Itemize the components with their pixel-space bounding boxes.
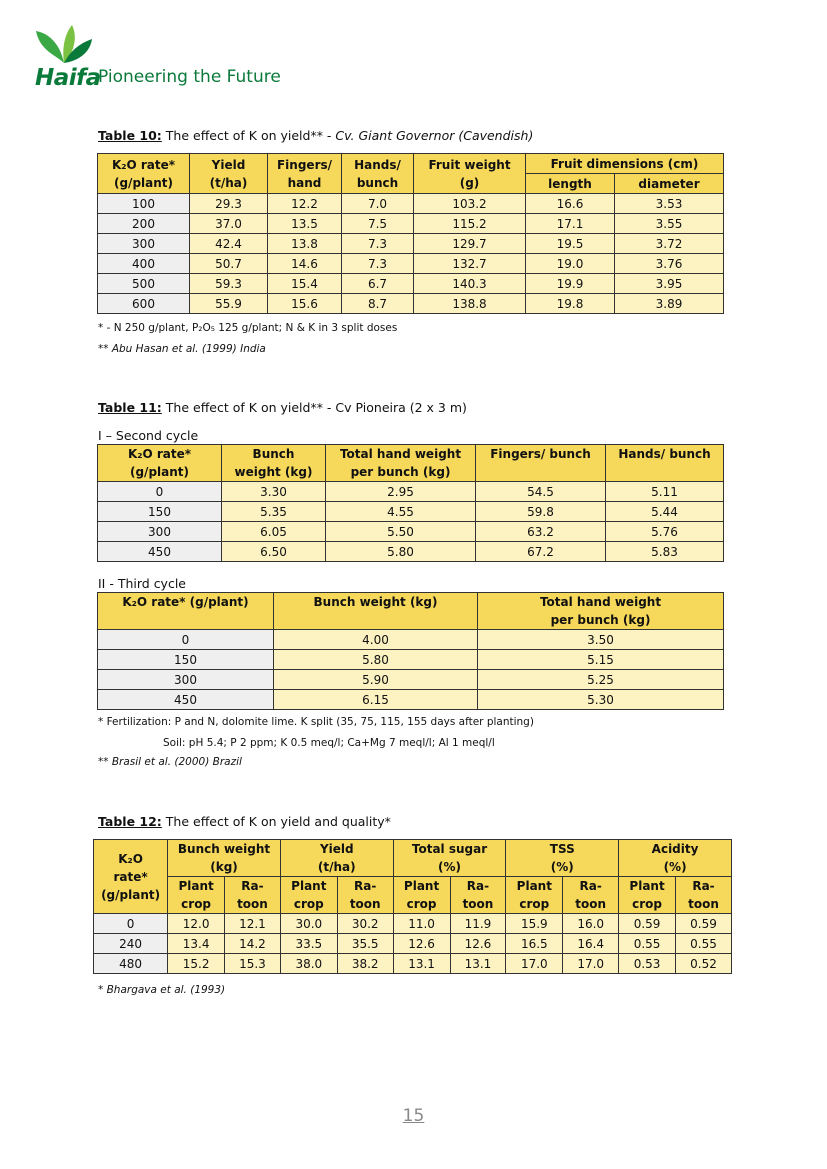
table-cell: 19.8 [526, 294, 615, 314]
t12-head-bunch: Bunch weight (kg) [168, 840, 281, 877]
table-cell: 17.0 [563, 954, 619, 974]
table-cell: 400 [98, 254, 190, 274]
table-row [98, 294, 724, 314]
table-cell: 6.05 [222, 522, 326, 542]
table-cell: 7.5 [342, 214, 414, 234]
t10-head-fruit-dim: Fruit dimensions (cm) [526, 154, 724, 174]
t10-body [98, 194, 724, 314]
table-cell: 3.50 [478, 630, 724, 650]
table-cell: 5.44 [606, 502, 724, 522]
t11b-body [98, 630, 724, 710]
table-cell: 150 [98, 650, 274, 670]
table-cell: 2.95 [326, 482, 476, 502]
t12-head-ratoon: Ra- toon [563, 877, 619, 914]
table-cell: 480 [94, 954, 168, 974]
t11a-body [98, 482, 724, 562]
haifa-logo [34, 25, 284, 95]
table-cell: 13.1 [393, 954, 450, 974]
t12-head [94, 840, 732, 914]
t11b-head-k2o: K₂O rate* (g/plant) [98, 593, 274, 630]
table-cell: 7.3 [342, 234, 414, 254]
table-cell: 0 [98, 630, 274, 650]
table-cell: 15.4 [268, 274, 342, 294]
table12-title: The effect of K on yield and quality* [161, 814, 391, 829]
table-cell: 0 [98, 482, 222, 502]
t11b-head-bunch: Bunch weight (kg) [274, 593, 478, 630]
table-row [98, 214, 724, 234]
table-cell: 15.3 [225, 954, 281, 974]
table-cell: 3.53 [615, 194, 724, 214]
brand-tagline: Pioneering the Future [98, 67, 281, 87]
table-cell: 38.0 [280, 954, 337, 974]
table-cell: 17.1 [526, 214, 615, 234]
table-cell: 3.76 [615, 254, 724, 274]
table-cell: 12.1 [225, 914, 281, 934]
t10-head-hands: Hands/ bunch [342, 154, 414, 194]
table-cell: 240 [94, 934, 168, 954]
table-cell: 17.0 [506, 954, 563, 974]
table-row [98, 542, 724, 562]
table-cell: 6.50 [222, 542, 326, 562]
t10-head-fruit-weight: Fruit weight (g) [414, 154, 526, 194]
t11b-head-total-hand: Total hand weight per bunch (kg) [478, 593, 724, 630]
table-cell: 5.35 [222, 502, 326, 522]
table-cell: 30.2 [337, 914, 393, 934]
leaves-icon [34, 25, 94, 65]
table-cell: 7.0 [342, 194, 414, 214]
table-cell: 15.9 [506, 914, 563, 934]
table-row [98, 630, 724, 650]
table10-caption [98, 128, 533, 143]
table-cell: 140.3 [414, 274, 526, 294]
table11-title: The effect of K on yield** - Cv Pioneira (2 x 3 m) [161, 400, 467, 415]
table-cell: 16.0 [563, 914, 619, 934]
table-cell: 13.5 [268, 214, 342, 234]
table-cell: 11.9 [450, 914, 506, 934]
table-cell: 7.3 [342, 254, 414, 274]
table-cell: 63.2 [476, 522, 606, 542]
table-cell: 129.7 [414, 234, 526, 254]
t11-cycle2-title: II - Third cycle [98, 576, 186, 591]
t10-head-k2o: K₂O rate* (g/plant) [98, 154, 190, 194]
table-row [98, 274, 724, 294]
table-cell: 55.9 [190, 294, 268, 314]
table-cell: 5.90 [274, 670, 478, 690]
table-cell: 13.8 [268, 234, 342, 254]
table-cell: 4.55 [326, 502, 476, 522]
table-cell: 15.2 [168, 954, 225, 974]
t10-note2: ** Abu Hasan et al. (1999) India [98, 343, 266, 355]
table-cell: 132.7 [414, 254, 526, 274]
table11-label: Table 11: [98, 400, 162, 415]
table-cell: 0.55 [619, 934, 676, 954]
t12-head-plant-crop: Plant crop [506, 877, 563, 914]
table12-caption [98, 814, 391, 829]
table-cell: 3.55 [615, 214, 724, 234]
table-cell: 12.6 [450, 934, 506, 954]
table-row [98, 670, 724, 690]
t10-head-yield: Yield (t/ha) [190, 154, 268, 194]
table-cell: 5.50 [326, 522, 476, 542]
table-cell: 15.6 [268, 294, 342, 314]
table-cell: 33.5 [280, 934, 337, 954]
t12-head-plant-crop: Plant crop [280, 877, 337, 914]
table-cell: 59.8 [476, 502, 606, 522]
table-cell: 300 [98, 234, 190, 254]
table-cell: 5.30 [478, 690, 724, 710]
brand-name: Haifa [35, 65, 101, 91]
table-row [98, 522, 724, 542]
t12-body [94, 914, 732, 974]
table-cell: 0.52 [676, 954, 732, 974]
table-cell: 59.3 [190, 274, 268, 294]
table-cell: 5.76 [606, 522, 724, 542]
table-cell: 100 [98, 194, 190, 214]
table-cell: 8.7 [342, 294, 414, 314]
table-cell: 450 [98, 542, 222, 562]
t10-head-diameter: diameter [615, 174, 724, 194]
table-cell: 54.5 [476, 482, 606, 502]
table-cell: 3.89 [615, 294, 724, 314]
table-row [94, 914, 732, 934]
table-cell: 37.0 [190, 214, 268, 234]
table-cell: 5.11 [606, 482, 724, 502]
table-row [98, 502, 724, 522]
table-cell: 150 [98, 502, 222, 522]
t12-head-ratoon: Ra- toon [676, 877, 732, 914]
table-cell: 12.0 [168, 914, 225, 934]
table-cell: 19.0 [526, 254, 615, 274]
t11-note3: ** Brasil et al. (2000) Brazil [98, 756, 242, 768]
table-cell: 6.7 [342, 274, 414, 294]
table-cell: 300 [98, 670, 274, 690]
table12-label: Table 12: [98, 814, 162, 829]
table-cell: 3.72 [615, 234, 724, 254]
t11a-head-bunch: Bunch weight (kg) [222, 445, 326, 482]
table-cell: 0.59 [619, 914, 676, 934]
table-cell: 103.2 [414, 194, 526, 214]
table-cell: 13.1 [450, 954, 506, 974]
t11-cycle1-title: I – Second cycle [98, 428, 199, 443]
table-row [94, 954, 732, 974]
t10-note1: * - N 250 g/plant, P₂O₅ 125 g/plant; N & K in 3 split doses [98, 322, 398, 334]
table11-cycle2 [97, 592, 724, 710]
table-row [98, 690, 724, 710]
table-cell: 5.83 [606, 542, 724, 562]
table-cell: 16.5 [506, 934, 563, 954]
table-cell: 67.2 [476, 542, 606, 562]
table-cell: 16.4 [563, 934, 619, 954]
t11a-head-total-hand: Total hand weight per bunch (kg) [326, 445, 476, 482]
table-cell: 12.2 [268, 194, 342, 214]
t12-head-plant-crop: Plant crop [619, 877, 676, 914]
t11a-head-k2o: K₂O rate* (g/plant) [98, 445, 222, 482]
t12-head-ratoon: Ra- toon [337, 877, 393, 914]
table-cell: 19.5 [526, 234, 615, 254]
table-cell: 35.5 [337, 934, 393, 954]
table-cell: 0.59 [676, 914, 732, 934]
table-row [94, 934, 732, 954]
table-cell: 450 [98, 690, 274, 710]
table-cell: 5.80 [326, 542, 476, 562]
t12-note: * Bhargava et al. (1993) [98, 984, 226, 996]
table-cell: 3.95 [615, 274, 724, 294]
table-cell: 600 [98, 294, 190, 314]
t11a-head-fingers: Fingers/ bunch [476, 445, 606, 482]
table-row [98, 234, 724, 254]
table-cell: 16.6 [526, 194, 615, 214]
table-cell: 50.7 [190, 254, 268, 274]
t10-head-fingers: Fingers/ hand [268, 154, 342, 194]
table10-label: Table 10: [98, 128, 162, 143]
table-cell: 30.0 [280, 914, 337, 934]
t11a-head-hands: Hands/ bunch [606, 445, 724, 482]
t12-head-yield: Yield (t/ha) [280, 840, 393, 877]
table11-cycle1 [97, 444, 724, 562]
t12-head-ratoon: Ra- toon [225, 877, 281, 914]
table-cell: 0.53 [619, 954, 676, 974]
table-cell: 200 [98, 214, 190, 234]
t12-head-tss: TSS (%) [506, 840, 619, 877]
t11-note1: * Fertilization: P and N, dolomite lime. K split (35, 75, 115, 155 days after planting) [98, 716, 534, 728]
t10-head-length: length [526, 174, 615, 194]
table-cell: 6.15 [274, 690, 478, 710]
table-cell: 19.9 [526, 274, 615, 294]
t12-head-plant-crop: Plant crop [168, 877, 225, 914]
table-row [98, 194, 724, 214]
table-cell: 12.6 [393, 934, 450, 954]
table12 [93, 839, 732, 974]
table-cell: 0 [94, 914, 168, 934]
table10-title-italic: Cv. Giant Governor (Cavendish) [335, 128, 534, 143]
t12-head-sugar: Total sugar (%) [393, 840, 506, 877]
table-cell: 4.00 [274, 630, 478, 650]
table-cell: 14.6 [268, 254, 342, 274]
table10 [97, 153, 724, 314]
page-number: 15 [402, 1106, 425, 1126]
t12-head-acidity: Acidity (%) [619, 840, 732, 877]
table-cell: 5.80 [274, 650, 478, 670]
table-row [98, 482, 724, 502]
table-row [98, 650, 724, 670]
table-cell: 0.55 [676, 934, 732, 954]
table-cell: 38.2 [337, 954, 393, 974]
table-cell: 14.2 [225, 934, 281, 954]
table-row [98, 254, 724, 274]
table-cell: 11.0 [393, 914, 450, 934]
table10-title: The effect of K on yield** - [161, 128, 336, 143]
table-cell: 29.3 [190, 194, 268, 214]
t11-note2: Soil: pH 5.4; P 2 ppm; K 0.5 meq/l; Ca+Mg 7 meql/l; Al 1 meql/l [163, 737, 495, 749]
table-cell: 13.4 [168, 934, 225, 954]
table-cell: 138.8 [414, 294, 526, 314]
table-cell: 3.30 [222, 482, 326, 502]
t12-head-k2o: K₂O rate* (g/plant) [94, 840, 168, 914]
table-cell: 500 [98, 274, 190, 294]
table11-caption [98, 400, 467, 415]
table-cell: 115.2 [414, 214, 526, 234]
table-cell: 300 [98, 522, 222, 542]
t12-head-plant-crop: Plant crop [393, 877, 450, 914]
table-cell: 42.4 [190, 234, 268, 254]
table-cell: 5.15 [478, 650, 724, 670]
table-cell: 5.25 [478, 670, 724, 690]
t12-head-ratoon: Ra- toon [450, 877, 506, 914]
